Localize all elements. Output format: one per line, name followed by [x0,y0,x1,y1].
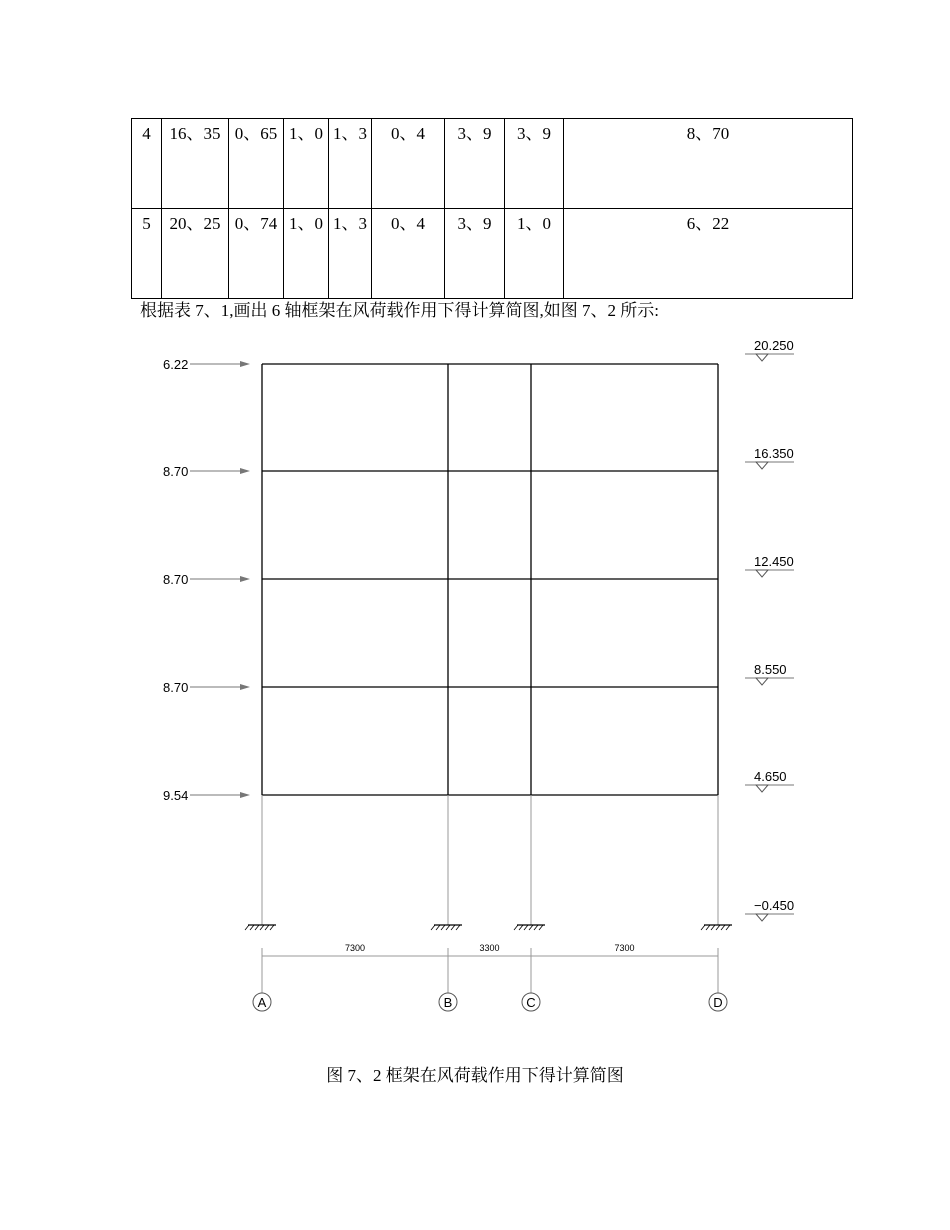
table-cell: 8、70 [564,119,853,209]
elevation-triangle [756,678,768,685]
table-cell: 3、9 [445,209,505,299]
load-value-label: 8.70 [163,464,189,479]
elevation-label: 8.550 [754,662,787,677]
span-dimension-label: 7300 [344,943,366,953]
elevation-triangle [756,785,768,792]
table-cell: 6、22 [564,209,853,299]
table-cell: 20、25 [162,209,229,299]
elevation-label: 4.650 [754,769,787,784]
support-hatch [716,925,720,930]
load-arrow-head [240,361,250,367]
table-cell: 1、0 [284,209,329,299]
elevation-triangle [756,354,768,361]
load-arrow-head [240,468,250,474]
axis-label: D [713,995,723,1010]
load-value-label: 9.54 [163,788,189,803]
support-hatch [726,925,730,930]
axis-label: A [257,995,267,1010]
table-cell: 5 [132,209,162,299]
support-hatch [706,925,710,930]
elevation-triangle [756,462,768,469]
load-value-label: 8.70 [163,572,189,587]
table-cell: 3、9 [505,119,564,209]
table-cell: 1、3 [329,119,372,209]
elevation-triangle [756,570,768,577]
table-cell: 1、3 [329,209,372,299]
table-cell: 0、4 [372,209,445,299]
elevation-label: 12.450 [754,554,794,569]
support-hatch [265,925,269,930]
support-hatch [721,925,725,930]
support-hatch [711,925,715,930]
load-arrow-head [240,576,250,582]
support-hatch [701,925,705,930]
support-hatch [431,925,435,930]
axis-label: C [526,995,536,1010]
figure-caption: 图 7、2 框架在风荷载作用下得计算简图 [326,1066,624,1085]
load-arrow-head [240,792,250,798]
support-hatch [250,925,254,930]
table-cell: 1、0 [505,209,564,299]
load-value-label: 8.70 [163,680,189,695]
elevation-label: 16.350 [754,446,794,461]
table-cell: 1、0 [284,119,329,209]
support-hatch [519,925,523,930]
support-hatch [451,925,455,930]
support-hatch [529,925,533,930]
table-cell: 3、9 [445,119,505,209]
support-hatch [446,925,450,930]
axis-label: B [443,995,453,1010]
support-hatch [441,925,445,930]
support-hatch [260,925,264,930]
table-cell: 0、74 [229,209,284,299]
support-hatch [539,925,543,930]
support-hatch [534,925,538,930]
support-hatch [436,925,440,930]
load-arrow-head [240,684,250,690]
table-cell: 4 [132,119,162,209]
support-hatch [255,925,259,930]
table-cell: 16、35 [162,119,229,209]
elevation-label: 20.250 [754,338,794,353]
paragraph-text: 根据表 7、1,画出 6 轴框架在风荷载作用下得计算简图,如图 7、2 所示: [140,301,659,320]
elevation-label: −0.450 [754,898,795,913]
support-hatch [524,925,528,930]
elevation-triangle [756,914,768,921]
support-hatch [245,925,249,930]
support-hatch [514,925,518,930]
support-hatch [456,925,460,930]
table-cell: 0、65 [229,119,284,209]
load-value-label: 6.22 [163,357,189,372]
span-dimension-label: 3300 [479,943,500,953]
table-cell: 0、4 [372,119,445,209]
span-dimension-label: 7300 [614,943,635,953]
support-hatch [270,925,274,930]
